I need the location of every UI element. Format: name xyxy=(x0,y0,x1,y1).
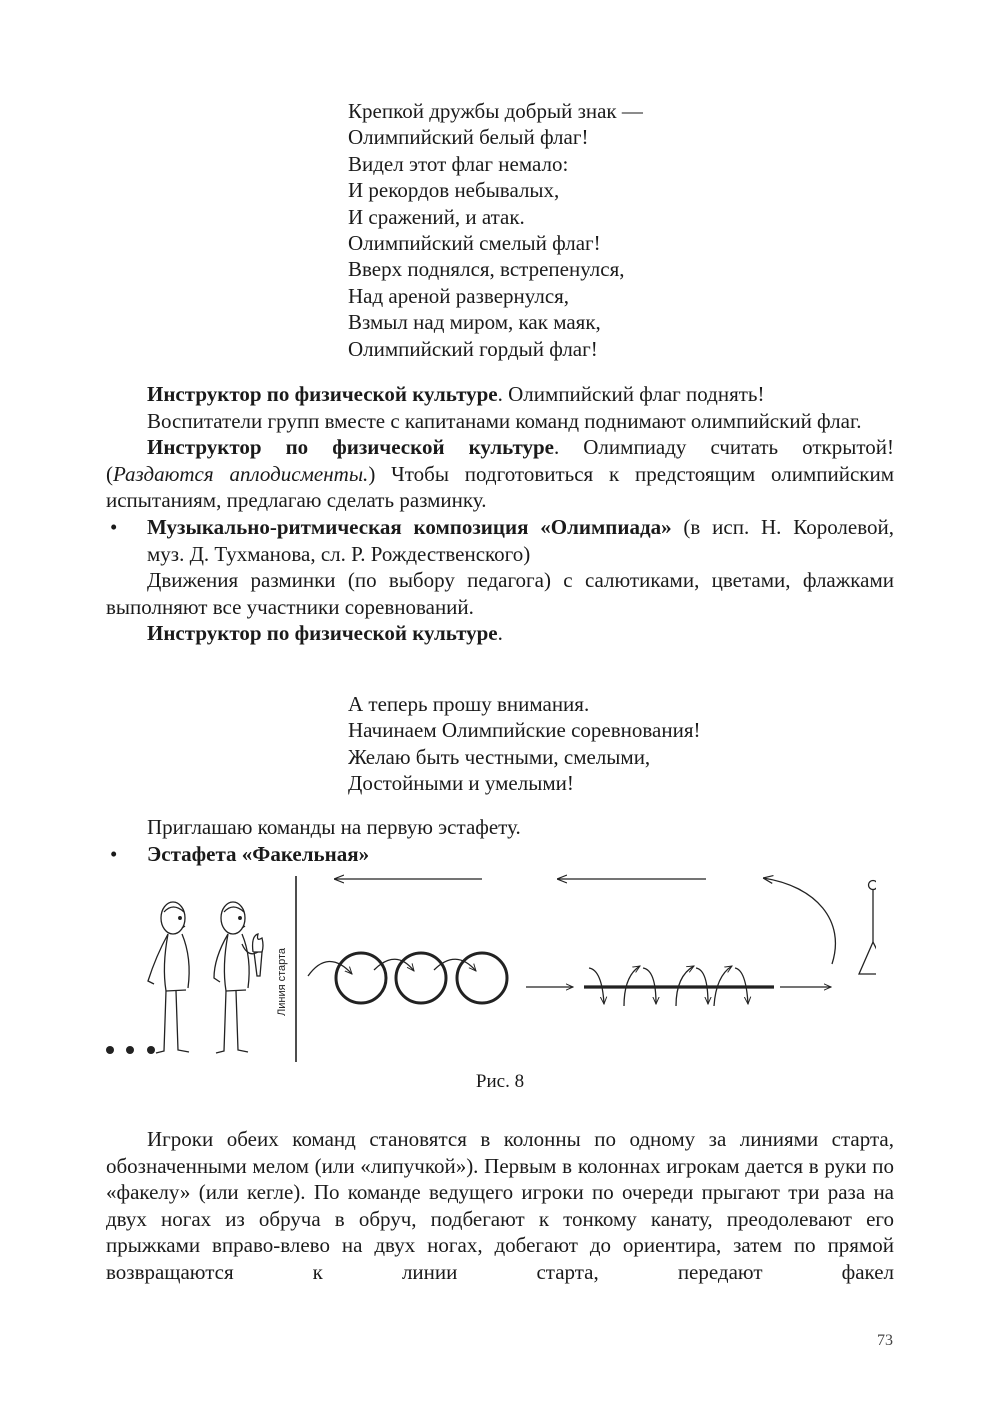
speaker-name: Инструктор по физической культуре xyxy=(147,621,498,646)
poem-line: Олимпийский белый флаг! xyxy=(348,125,589,150)
hoop-3 xyxy=(457,953,507,1003)
poem-line: Достойными и умелыми! xyxy=(348,771,574,796)
speaker-name: Инструктор по физической культуре xyxy=(147,435,554,460)
speaker-name: Инструктор по физической культуре xyxy=(147,382,498,406)
prose-section-3 xyxy=(106,1126,894,1286)
paragraph-instructor-1 xyxy=(106,381,894,408)
poem-olympic-flag xyxy=(348,98,643,362)
paragraph-instructor-3 xyxy=(106,620,894,647)
poem-line: Над ареной развернулся, xyxy=(348,283,570,308)
page-number: 73 xyxy=(877,1332,893,1349)
bullet-symbol: • xyxy=(110,514,118,539)
paragraph-text: Движения разминки (по выбору педагога) с салютиками, цветами, флажками выполняют все участники соревнований. xyxy=(106,568,894,619)
turnaround-arrow xyxy=(763,878,835,964)
relay-diagram xyxy=(96,866,876,1066)
cone-marker xyxy=(859,881,876,975)
prose-section-2 xyxy=(106,814,894,867)
paragraph-text: Приглашаю команды на первую эстафету. xyxy=(147,815,521,839)
jump-arc xyxy=(308,961,352,976)
poem-attention xyxy=(348,691,700,797)
poem-line: Видел этот флаг немало: xyxy=(348,151,569,176)
start-line-label: Линия старта xyxy=(276,947,288,1016)
paragraph-invite xyxy=(106,814,894,841)
paragraph-warmup xyxy=(106,567,894,620)
poem-line: Вверх поднялся, встрепенулся, xyxy=(348,257,625,282)
poem-line: И рекордов небывалых, xyxy=(348,178,560,203)
poem-line: Олимпийский гордый флаг! xyxy=(348,336,598,361)
paragraph-teachers xyxy=(106,408,894,435)
paragraph-text: ) Чтобы подготовиться к предстоящим олимпийским испытаниям, предлагаю сделать разминку. xyxy=(106,461,894,513)
bullet-music-composition xyxy=(106,514,894,567)
bullet-relay-torch xyxy=(106,841,894,868)
hoop-2 xyxy=(396,953,446,1003)
bullet-title: Эстафета «Факельная» xyxy=(147,841,370,866)
bullet-text: (в исп. Н. Королевой, муз. Д. Тухманова, сл. Р. Рождественского) xyxy=(147,514,894,566)
bullet-symbol: • xyxy=(110,841,118,866)
poem-line: Начинаем Олимпийские соревнования! xyxy=(348,718,701,743)
hoop-1 xyxy=(336,953,386,1003)
paragraph-relay-rules xyxy=(106,1126,894,1286)
stage-direction: Раздаются аплодисменты. xyxy=(113,461,369,486)
poem-line: Желаю быть честными, смелыми, xyxy=(348,744,651,769)
poem-line: И сражений, и атак. xyxy=(348,204,525,229)
poem-line: Олимпийский смелый флаг! xyxy=(348,231,601,256)
paragraph-instructor-2 xyxy=(106,434,894,514)
poem-line: Крепкой дружбы добрый знак — xyxy=(348,99,643,123)
paragraph-text: Игроки обеих команд становятся в колонны по одному за линиями старта, обозначенными мелом (или «липучкой»). Первым в колоннах игрокам дается в руки по «факелу» (или кегле). По команде ведущего игроки по очереди прыгают три раза на двух ногах из обруча в обруч, подбегают к тонкому канату, преодолевают его прыжками вправо-влево на двух ногах, добегают до ориентира, затем по прямой возвращаются к линии старта, передают факел xyxy=(106,1127,894,1284)
paragraph-text: Воспитатели групп вместе с капитанами команд поднимают олимпийский флаг. xyxy=(147,408,862,433)
player-figure xyxy=(148,902,189,1053)
ellipsis-dots xyxy=(106,1046,155,1054)
poem-line: Взмыл над миром, как маяк, xyxy=(348,310,601,335)
bullet-title: Музыкально-ритмическая композиция «Олимпиада» xyxy=(147,514,672,539)
poem-line: А теперь прошу внимания. xyxy=(348,692,590,716)
prose-section-1 xyxy=(106,381,894,647)
player-figure-with-torch xyxy=(214,902,263,1053)
paragraph-text: . xyxy=(497,621,503,646)
paragraph-text: . Олимпийский флаг поднять! xyxy=(497,382,765,406)
paragraph-text: . Олимпиаду считать открытой! ( xyxy=(106,435,894,486)
figure-caption: Рис. 8 xyxy=(475,1071,525,1092)
